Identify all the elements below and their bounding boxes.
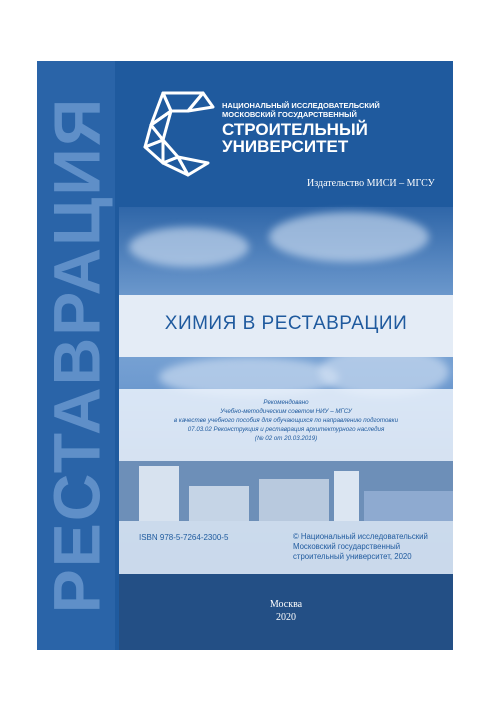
cover-spine — [37, 61, 115, 650]
recommendation-band — [119, 389, 453, 461]
info-band — [119, 521, 453, 574]
book-title: ХИМИЯ В РЕСТАВРАЦИИ — [164, 313, 408, 334]
recommendation-text: Рекомендовано Учебно-методическим советом НИУ – МГСУ в качестве учебного пособия для обучающихся по направлению подготовки 07.03.02 Реконструкция и реставрация архитектурного наследия (№ 02 от 20.03.2019) — [173, 399, 399, 442]
title-band — [119, 295, 453, 357]
city-skyline — [119, 461, 453, 521]
isbn: ISBN 978-5-7264-2300-5 — [139, 533, 229, 542]
copyright: © Национальный исследовательский Московский государственный строительный университет, 2020 — [293, 532, 428, 561]
city: Москва — [269, 599, 303, 610]
publisher: Издательство МИСИ – МГСУ — [307, 178, 435, 189]
imprint-footer — [119, 574, 453, 650]
university-header-small: НАЦИОНАЛЬНЫЙ ИССЛЕДОВАТЕЛЬСКИЙ МОСКОВСКИЙ ГОСУДАРСТВЕННЫЙ — [222, 101, 380, 119]
spine-title: РЕСТАВРАЦИЯ — [39, 96, 114, 614]
university-name: СТРОИТЕЛЬНЫЙ УНИВЕРСИТЕТ — [222, 120, 368, 156]
year: 2020 — [276, 612, 296, 623]
university-c-logo-icon — [133, 85, 223, 185]
